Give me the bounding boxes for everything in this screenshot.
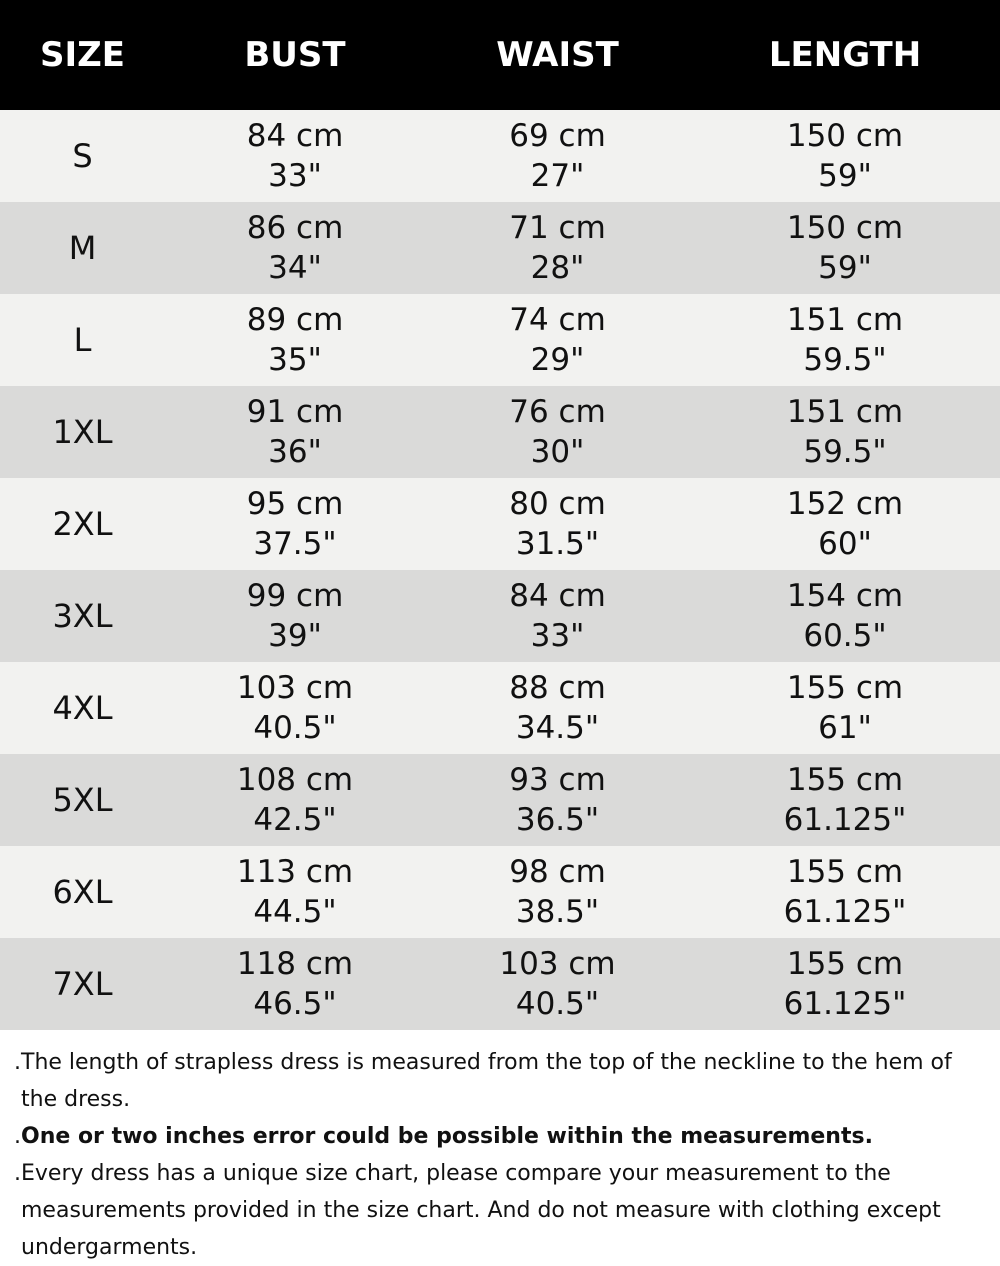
waist-cm-value: 76 cm [509,394,606,430]
size-cell [0,478,165,570]
bust-cell [165,570,425,662]
waist-inch-value: 38.5" [515,894,600,930]
length-cell [690,386,1000,478]
bullet: . [14,1161,21,1186]
waist-cm-value: 74 cm [509,302,606,338]
bust-cell [165,202,425,294]
bust-cm-value: 89 cm [246,302,344,338]
length-cm-value: 155 cm [786,762,904,798]
bust-inch-value: 33" [268,158,322,194]
bullet: . [14,1050,21,1075]
length-cm-value: 155 cm [786,854,904,890]
length-cm-value: 150 cm [786,118,904,154]
waist-cm-value: 71 cm [509,210,606,246]
waist-cm-value: 93 cm [509,762,606,798]
waist-cm-value: 88 cm [509,670,606,706]
waist-cell [425,846,690,938]
length-cm-value: 151 cm [786,394,904,430]
waist-cm-value: 69 cm [509,118,606,154]
length-inch-value: 61.125" [783,802,907,838]
length-inch-value: 59" [818,250,872,286]
note-item [14,1044,986,1118]
waist-cm-value: 103 cm [499,946,616,982]
bust-cm-value: 86 cm [246,210,344,246]
length-cell [690,110,1000,202]
bust-cm-value: 103 cm [236,670,354,706]
waist-cell [425,662,690,754]
length-inch-value: 59.5" [803,342,887,378]
notes-section [0,1030,1000,1266]
bust-cm-value: 99 cm [246,578,344,614]
note-item [14,1118,986,1155]
bust-cm-value: 113 cm [236,854,354,890]
waist-cm-value: 84 cm [509,578,606,614]
length-inch-value: 61.125" [783,986,907,1022]
bust-cm-value: 108 cm [236,762,354,798]
length-inch-value: 61" [818,710,872,746]
bust-inch-value: 46.5" [253,986,337,1022]
size-cell [0,386,165,478]
length-cell [690,478,1000,570]
bust-inch-value: 44.5" [253,894,337,930]
note-text: The length of strapless dress is measured from the top of the neckline to the hem of the dress. [21,1050,952,1112]
length-inch-value: 61.125" [783,894,907,930]
waist-inch-value: 27" [530,158,585,194]
header-size: SIZE [0,0,165,110]
bust-inch-value: 42.5" [253,802,337,838]
waist-cell [425,754,690,846]
length-inch-value: 59" [818,158,872,194]
bust-cell [165,386,425,478]
length-cell [690,294,1000,386]
waist-inch-value: 34.5" [515,710,600,746]
bust-inch-value: 40.5" [253,710,337,746]
size-cell [0,846,165,938]
bust-inch-value: 36" [268,434,322,470]
header-waist: WAIST [425,0,690,110]
waist-cell [425,294,690,386]
bust-inch-value: 39" [268,618,322,654]
size-label: L [73,321,92,359]
waist-inch-value: 30" [530,434,585,470]
length-cm-value: 152 cm [786,486,904,522]
length-cell [690,662,1000,754]
length-cm-value: 155 cm [786,670,904,706]
waist-cell [425,386,690,478]
length-cm-value: 155 cm [786,946,904,982]
length-cell [690,846,1000,938]
size-cell [0,662,165,754]
waist-cell [425,478,690,570]
size-label: 1XL [52,413,113,451]
bust-cm-value: 118 cm [236,946,354,982]
size-cell [0,202,165,294]
bust-cell [165,478,425,570]
header-bust: BUST [165,0,425,110]
size-label: M [68,229,97,267]
waist-cell [425,110,690,202]
size-cell [0,754,165,846]
size-label: 7XL [52,965,113,1003]
bust-cm-value: 84 cm [246,118,344,154]
bust-cell [165,294,425,386]
bust-cell [165,662,425,754]
size-label: 3XL [52,597,113,635]
bust-inch-value: 37.5" [253,526,337,562]
waist-cm-value: 80 cm [509,486,606,522]
waist-cm-value: 98 cm [509,854,606,890]
length-cell [690,938,1000,1030]
size-label: S [72,137,93,175]
waist-inch-value: 29" [530,342,585,378]
waist-inch-value: 33" [530,618,585,654]
bust-cell [165,754,425,846]
bust-cm-value: 95 cm [246,486,344,522]
size-label: 6XL [52,873,113,911]
size-cell [0,110,165,202]
bust-inch-value: 34" [268,250,322,286]
length-inch-value: 60.5" [803,618,887,654]
size-label: 2XL [52,505,113,543]
length-inch-value: 60" [818,526,872,562]
waist-inch-value: 36.5" [515,802,600,838]
size-label: 4XL [52,689,113,727]
bust-cell [165,846,425,938]
bust-cell [165,110,425,202]
bust-inch-value: 35" [268,342,322,378]
size-cell [0,570,165,662]
bullet: . [14,1124,21,1149]
note-text: One or two inches error could be possible within the measurements. [21,1124,873,1149]
waist-inch-value: 31.5" [515,526,600,562]
header-length: LENGTH [690,0,1000,110]
waist-inch-value: 28" [530,250,585,286]
length-cm-value: 150 cm [786,210,904,246]
waist-inch-value: 40.5" [515,986,600,1022]
waist-cell [425,202,690,294]
note-text: Every dress has a unique size chart, please compare your measurement to the measurements provided in the size chart. And do not measure with clothing except undergarments. [21,1161,941,1260]
waist-cell [425,570,690,662]
bust-cm-value: 91 cm [246,394,344,430]
note-item [14,1155,986,1266]
size-label: 5XL [52,781,113,819]
length-cell [690,202,1000,294]
bust-cell [165,938,425,1030]
waist-cell [425,938,690,1030]
length-cell [690,570,1000,662]
length-cm-value: 154 cm [786,578,904,614]
size-cell [0,294,165,386]
length-inch-value: 59.5" [803,434,887,470]
length-cell [690,754,1000,846]
length-cm-value: 151 cm [786,302,904,338]
size-cell [0,938,165,1030]
